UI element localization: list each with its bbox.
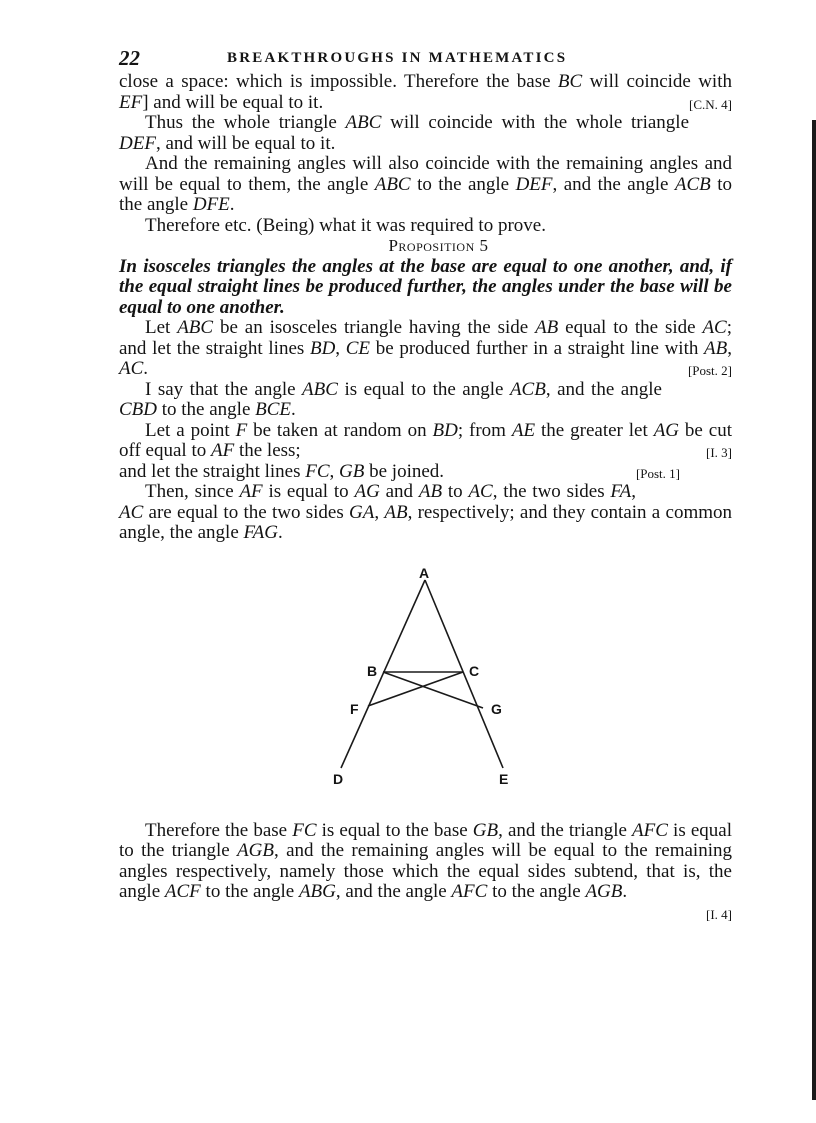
proposition-heading: Proposition 5 — [388, 236, 489, 255]
geometry-diagram — [119, 568, 732, 793]
paragraph: and let the straight lines FC, GB be joined. [Post. 1] — [119, 462, 732, 483]
paragraph: And the remaining angles will also coincide with the remaining angles and will be equal to them, the angle ABC to the angle DEF, and the angle ACB to the angle DFE. — [119, 153, 733, 215]
label-a: A — [419, 567, 430, 581]
citation: [I. 3] — [706, 445, 732, 460]
proposition-enunciation: In isosceles triangles the angles at the base are equal to one another, and, if the equal straight lines be produced further, the angles under the base will be equal to one another. — [119, 255, 732, 318]
label-d: D — [333, 770, 344, 787]
paragraph: Then, since AF is equal to AG and AB to AC, the two sides FA, AC are equal to the two sides GA, AB, respectively; and they contain a common angle, the angle FAG. — [119, 481, 733, 543]
section-proposition-4-conclusion — [119, 72, 732, 236]
citation: [I. 4] — [706, 906, 732, 922]
paragraph: I say that the angle ABC is equal to the angle ACB, and the angle CBD to the angle BCE. — [119, 378, 662, 420]
page-header — [119, 46, 732, 72]
line-ad — [341, 580, 425, 768]
page-edge-rule — [812, 120, 816, 1100]
paragraph: Thus the whole triangle ABC will coincide with the whole triangle DEF, and will be equal to it. — [119, 112, 690, 154]
section-proposition-5 — [119, 236, 732, 544]
label-f: F — [350, 700, 359, 717]
paragraph: Let a point F be taken at random on BD; from AE the greater let AG be cut off equal to AF the less; [I. 3] — [119, 421, 732, 462]
section-proposition-5-continued — [119, 821, 732, 926]
line-bg — [383, 672, 483, 708]
page-number: 22 — [119, 46, 140, 70]
label-e: E — [499, 770, 509, 787]
paragraph: Let ABC be an isosceles triangle having the side AB equal to the side AC; and let the straight lines BD, CE be produced further in a straight line with AB, AC. [Post. 2] — [119, 318, 732, 380]
citation: [Post. 2] — [687, 363, 732, 378]
paragraph: Therefore etc. (Being) what it was required to prove. — [145, 214, 546, 236]
line-ae — [425, 580, 503, 768]
running-head: BREAKTHROUGHS IN MATHEMATICS — [227, 50, 568, 66]
paragraph: Therefore the base FC is equal to the base GB, and the triangle AFC is equal to the triangle AGB, and the remaining angles will be equal to the remaining angles respectively, namely those which the equal sides subtend, that is, the angle ACF to the angle ABG, and the angle AFC to the angle AGB. — [119, 819, 732, 902]
citation: [C.N. 4] — [689, 96, 732, 112]
book-page — [119, 46, 732, 925]
citation: [Post. 1] — [635, 465, 680, 481]
label-c: C — [469, 662, 480, 679]
label-b: B — [367, 662, 378, 679]
label-g: G — [491, 700, 502, 717]
paragraph: close a space: which is impossible. Therefore the base BC will coincide with EF] and will be equal to it. [C.N. 4] — [119, 72, 732, 113]
isosceles-triangle-figure — [119, 568, 732, 793]
